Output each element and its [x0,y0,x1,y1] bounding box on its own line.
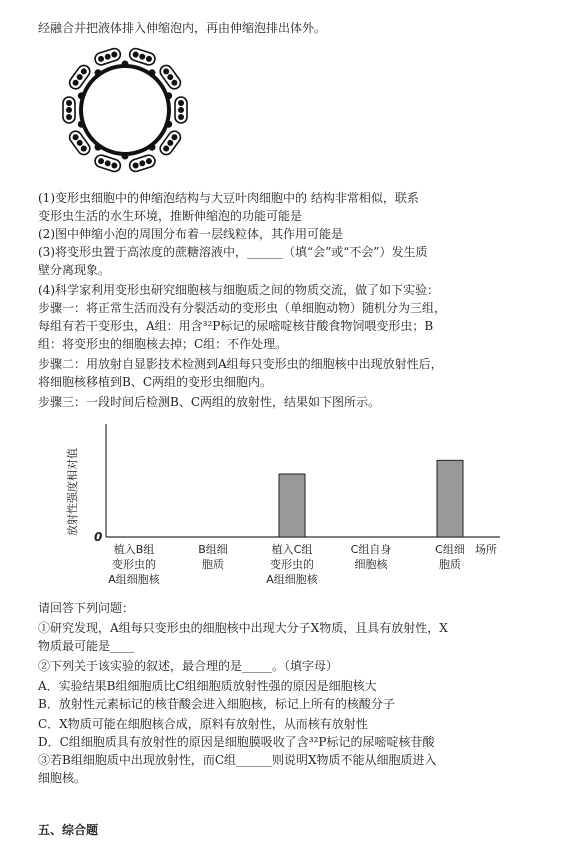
bar [437,460,463,537]
mitochondrion [149,69,156,76]
contractile-vesicle [63,97,75,123]
contractile-vacuole-figure [60,38,190,178]
mitochondrion [122,61,129,68]
mitochondrion [95,69,102,76]
text-line: ②下列关于该实验的叙述，最合理的是_____。（填字母） [38,659,339,673]
mitochondrion [165,121,172,128]
text-line: C．X物质可能在细胞核合成，原料有放射性，从而核有放射性 [38,717,368,731]
text-line: (1)变形虫细胞中的伸缩泡结构与大豆叶肉细胞中的 结构非常相似，联系 [38,191,419,205]
text-line: 物质最可能是____ [38,639,135,653]
text-line: ①研究发现，A组每只变形虫的细胞核中出现大分子X物质，且具有放射性，X [38,621,448,635]
text-line: B．放射性元素标记的核苷酸会进入细胞核，标记上所有的核酸分子 [38,697,395,711]
x-axis-label: 场所 [475,543,497,556]
text-line: A．实验结果B组细胞质比C组细胞质放射性强的原因是细胞核大 [38,679,377,693]
text-line: ③若B组细胞质中出现放射性，而C组______则说明X物质不能从细胞质进入 [38,753,437,767]
bar [279,474,305,537]
contractile-vesicle [128,47,156,66]
vacuole-membrane [81,66,169,154]
section-heading: 五、综合题 [38,823,99,837]
category-label: C组细 [435,543,465,556]
category-label: 变形虫的 [112,558,156,571]
mitochondrion [78,92,85,99]
mitochondrion [78,121,85,128]
text-line: D．C组细胞质具有放射性的原因是细胞膜吸收了含³²P标记的尿嘧啶核苷酸 [38,735,435,749]
mitochondrion [149,144,156,151]
category-label: 植入C组 [271,543,313,556]
text-line: 步骤二：用放射自显影技术检测到A组每只变形虫的细胞核中出现放射性后， [38,357,443,371]
text-line: 经融合并把液体排入伸缩泡内，再由伸缩泡排出体外。 [38,21,327,35]
contractile-vesicle [93,47,121,66]
text-line: 步骤一：将正常生活而没有分裂活动的变形虫（单细胞动物）随机分为三组， [38,301,447,315]
category-label: C组自身 [350,543,392,556]
text-line: 请回答下列问题： [38,601,135,615]
category-label: A组细胞核 [266,573,318,586]
text-line: 组：将变形虫的细胞核去掉；C组：不作处理。 [38,337,288,351]
mitochondrion [95,144,102,151]
contractile-vesicle [128,154,156,173]
origin-label: 0 [94,530,103,544]
category-label: 植入B组 [113,543,155,556]
text-line: 壁分离现象。 [38,263,111,277]
text-line: 每组有若干变形虫，A组：用含³²P标记的尿嘧啶核苷酸食物饲喂变形虫；B [38,319,434,333]
text-line: 步骤三：一段时间后检测B、C两组的放射性，结果如下图所示。 [38,395,381,409]
category-label: A组细胞核 [108,573,160,586]
y-axis-label: 放射性强度相对值 [66,448,79,536]
category-label: 变形虫的 [270,558,314,571]
contractile-vesicle [93,154,121,173]
text-line: 细胞核。 [38,771,87,785]
text-line: 变形虫生活的水生环境，推断伸缩泡的功能可能是 [38,209,303,223]
text-line: (2)图中伸缩小泡的周围分布着一层线粒体，其作用可能是 [38,227,344,241]
text-line: (4)科学家利用变形虫研究细胞核与细胞质之间的物质交流，做了如下实验： [38,283,440,297]
text-line: (3)将变形虫置于高浓度的蔗糖溶液中，______（填“会”或“不会”）发生质 [38,245,428,259]
radioactivity-bar-chart [60,420,520,595]
category-label: 胞质 [202,558,224,571]
contractile-vesicle [175,97,187,123]
category-label: 胞质 [439,558,461,571]
mitochondrion [122,153,129,160]
text-line: 将细胞核移植到B、C两组的变形虫细胞内。 [38,375,273,389]
mitochondrion [165,92,172,99]
category-label: 细胞核 [354,558,388,571]
category-label: B组细 [198,543,228,556]
